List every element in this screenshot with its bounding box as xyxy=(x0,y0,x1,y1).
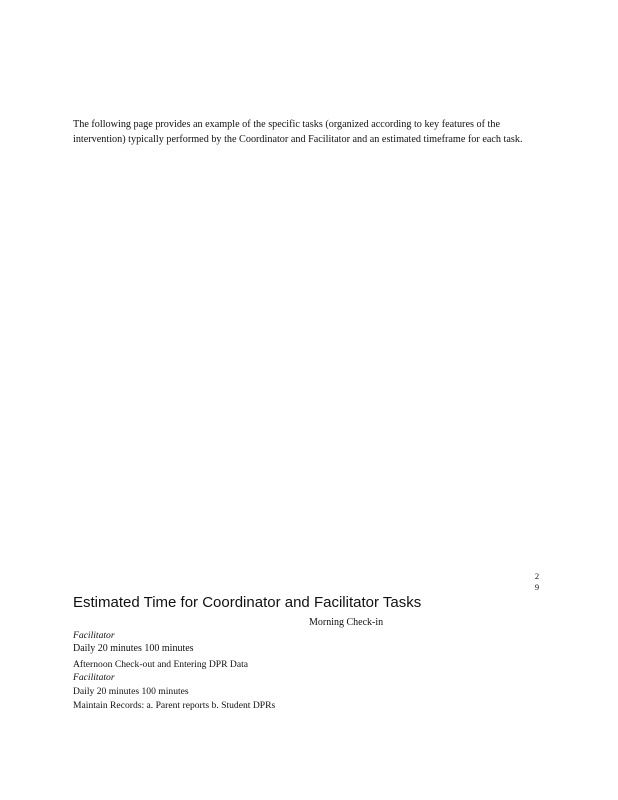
time-estimate-line-1: Daily 20 minutes 100 minutes xyxy=(73,643,194,654)
section-subtitle: Morning Check-in xyxy=(309,617,384,628)
intro-paragraph: The following page provides an example of the specific tasks (organized according to key features of the intervention) typically performed by the Coordinator and Facilitator and an estimated timeframe for each task. xyxy=(73,119,523,145)
task-line-checkout: Afternoon Check-out and Entering DPR Data xyxy=(73,659,249,670)
role-label-facilitator-2: Facilitator xyxy=(73,672,115,683)
task-line-maintain-records: Maintain Records: a. Parent reports b. Student DPRs xyxy=(73,700,276,711)
time-estimate-line-2: Daily 20 minutes 100 minutes xyxy=(73,686,189,697)
section-title: Estimated Time for Coordinator and Facilitator Tasks xyxy=(73,594,422,611)
page-number-digit-2: 9 xyxy=(534,582,540,592)
role-label-facilitator-1: Facilitator xyxy=(73,630,115,641)
page-number-digit-1: 2 xyxy=(534,571,540,581)
page-number xyxy=(532,571,542,593)
